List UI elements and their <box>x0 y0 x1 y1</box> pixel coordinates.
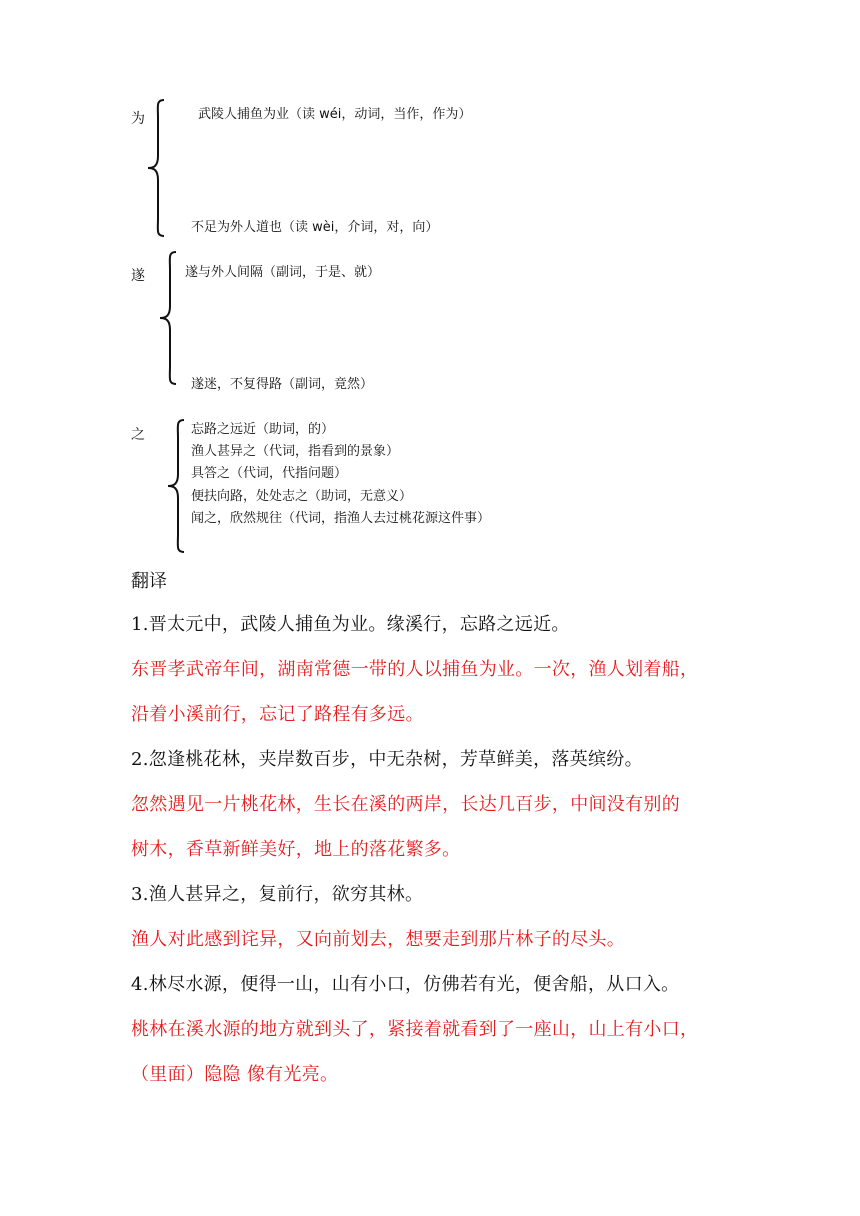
vocab-entry: 渔人甚异之（代词，指看到的景象） <box>191 444 400 459</box>
curly-brace-icon <box>154 248 180 388</box>
translation-line: 东晋孝武帝年间，湖南常德一带的人以捕鱼为业。一次，渔人划着船， <box>131 659 699 680</box>
vocab-entry: 闻之，欣然规往（代词，指渔人去过桃花源这件事） <box>191 511 491 526</box>
translation-line: 桃林在溪水源的地方就到头了，紧接着就看到了一座山，山上有小口， <box>131 1019 699 1040</box>
vocab-entry: 具答之（代词，代指问题） <box>191 466 348 481</box>
vocab-char: 为 <box>131 111 145 127</box>
source-line: 4.林尽水源，便得一山，山有小口，仿佛若有光，便舍船，从口入。 <box>131 974 680 995</box>
vocab-entry: 不足为外人道也（读 wèi，介词，对，向） <box>191 220 439 235</box>
vocab-entry: 武陵人捕鱼为业（读 wéi，动词，当作，作为） <box>198 107 472 122</box>
translation-line: （里面）隐隐 像有光亮。 <box>131 1064 339 1085</box>
source-line: 1.晋太元中，武陵人捕鱼为业。缘溪行，忘路之远近。 <box>131 614 570 635</box>
section-heading: 翻译 <box>131 571 167 592</box>
translation-line: 沿着小溪前行，忘记了路程有多远。 <box>131 704 424 725</box>
vocab-entry: 便扶向路，处处志之（助词，无意义） <box>191 489 413 504</box>
vocab-entry: 遂与外人间隔（副词，于是、就） <box>185 265 381 280</box>
translation-line: 树木，香草新鲜美好，地上的落花繁多。 <box>131 839 461 860</box>
vocab-entry: 遂迷，不复得路（副词，竟然） <box>191 377 374 392</box>
source-line: 2.忽逢桃花林，夹岸数百步，中无杂树，芳草鲜美，落英缤纷。 <box>131 749 643 770</box>
vocab-char: 之 <box>131 427 145 443</box>
curly-brace-icon <box>142 96 168 240</box>
vocab-char: 遂 <box>131 268 145 284</box>
vocab-entry: 忘路之远近（助词，的） <box>191 422 335 437</box>
translation-line: 忽然遇见一片桃花林，生长在溪的两岸，长达几百步，中间没有别的 <box>131 794 680 815</box>
curly-brace-icon <box>164 416 188 556</box>
translation-line: 渔人对此感到诧异，又向前划去，想要走到那片林子的尽头。 <box>131 929 626 950</box>
source-line: 3.渔人甚异之，复前行，欲穷其林。 <box>131 884 424 905</box>
